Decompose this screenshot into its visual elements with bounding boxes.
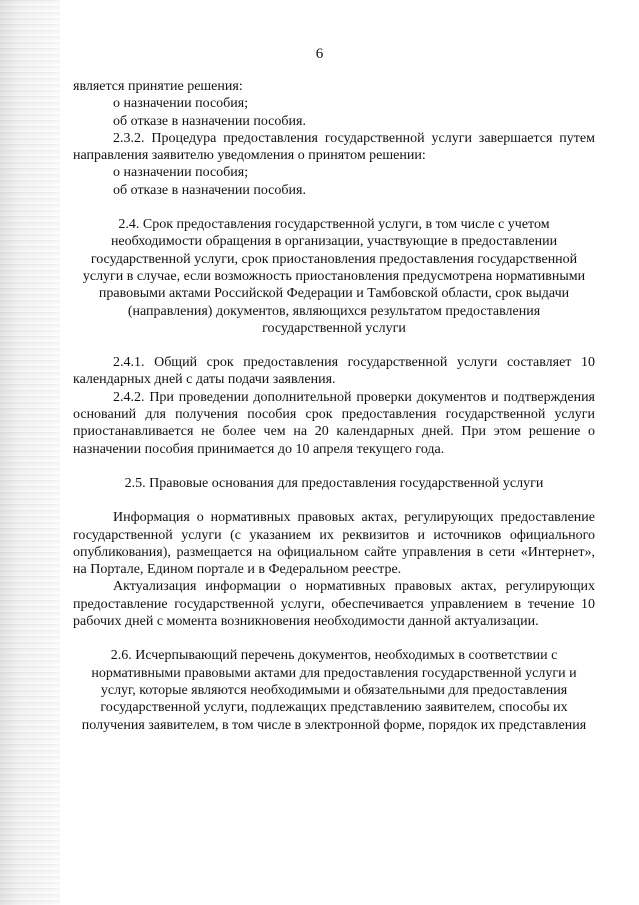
section-heading-2-6: 2.6. Исчерпывающий перечень документов, необходимых в соответствии с нормативными правовыми актами для предоставления государственной услуги и услуг, которые являются необходимыми и обязательными для предоставления государственной услуги, подлежащих представлению заявителем, способы их получения заявителем, в том числе в электронной форме, порядок их представления <box>81 648 587 733</box>
paragraph-2-5-legal-info: Информация о нормативных правовых актах, регулирующих предоставление государственной услуги (с указанием их реквизитов и источников официального опубликования), размещается на официальном сайте управления в сети «Интернет», на Портале, Едином портале и в Федеральном реестре. <box>73 510 595 578</box>
paragraph-2-3-2: 2.3.2. Процедура предоставления государственной услуги завершается путем направления заявителю уведомления о принятом решении: <box>73 130 595 164</box>
section-heading-2-4: 2.4. Срок предоставления государственной услуги, в том числе с учетом необходимости обращения в организации, участвующие в предоставлении государственной услуги, срок приостановления предоставления государственной услуги в случае, если возможность приостановления предусмотрена нормативными правовыми актами Российской Федерации и Тамбовской области, срок выдачи (направления) документов, являющихся результатом предоставления государственной услуги <box>82 217 586 336</box>
scan-artifact-strip <box>0 0 60 905</box>
paragraph-continuation: является принятие решения: <box>73 79 243 94</box>
list-item-assign-benefit: о назначении пособия; <box>113 96 249 112</box>
list-item-refuse-benefit-2: об отказе в назначении пособия. <box>113 182 306 198</box>
list-item-assign-benefit-2: о назначении пособия; <box>113 165 249 181</box>
page-number: 6 <box>315 46 324 62</box>
document-body <box>73 78 595 734</box>
list-item-refuse-benefit: об отказе в назначении пособия. <box>113 113 306 129</box>
section-heading-2-5: 2.5. Правовые основания для предоставления государственной услуги <box>124 475 544 491</box>
paragraph-2-5-actualization: Актуализация информации о нормативных правовых актах, регулирующих предоставление государственной услуги, обеспечивается управлением в течение 10 рабочих дней с момента возникновения необходимости данной актуализации. <box>73 579 595 630</box>
paragraph-2-4-1: 2.4.1. Общий срок предоставления государственной услуги составляет 10 календарных дней с даты подачи заявления. <box>73 355 595 388</box>
paragraph-2-4-2: 2.4.2. При проведении дополнительной проверки документов и подтверждения оснований для получения пособия срок предоставления государственной услуги приостанавливается не более чем на 20 календарных дней. При этом решение о назначении пособия принимается до 10 апреля текущего года. <box>73 389 595 457</box>
